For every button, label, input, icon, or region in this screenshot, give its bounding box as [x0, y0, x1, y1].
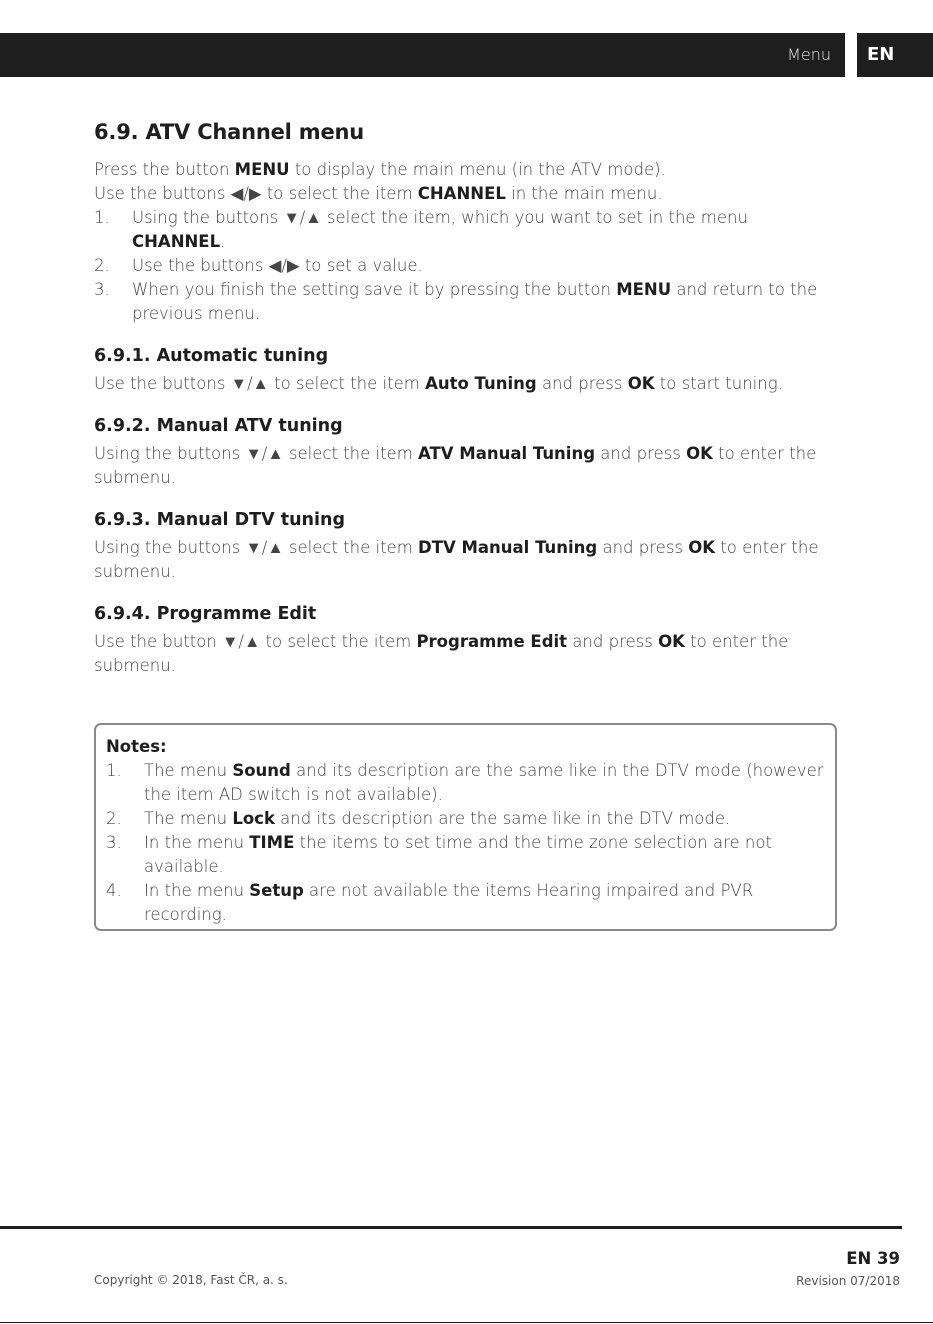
- list-item: 3. In the menu TIME the items to set time and the time zone selection are not available.: [106, 833, 772, 876]
- notes-box: [94, 723, 837, 931]
- list-item: 3. When you finish the setting save it by pressing the button MENU and return to the previous menu.: [94, 280, 818, 323]
- steps-list: [94, 206, 839, 326]
- subsection-title: 6.9.3. Manual DTV tuning: [94, 510, 345, 530]
- list-item: 2. The menu Lock and its description are the same like in the DTV mode.: [106, 809, 731, 828]
- main-content: [94, 120, 839, 678]
- copyright-text: Copyright © 2018, Fast ČR, a. s.: [94, 1273, 288, 1287]
- subsection-text: Use the button ▼/▲ to select the item Programme Edit and press OK to enter the submenu.: [94, 632, 789, 675]
- notes-list: [106, 759, 825, 927]
- page-bottom-rule: [0, 1322, 933, 1323]
- subsection-text: Using the buttons ▼/▲ select the item ATV Manual Tuning and press OK to enter the submenu.: [94, 444, 817, 487]
- subsection-automatic-tuning: [94, 346, 839, 396]
- list-item: 1. The menu Sound and its description are the same like in the DTV mode (however the item AD switch is not available).: [106, 761, 824, 804]
- subsection-title: 6.9.4. Programme Edit: [94, 604, 317, 624]
- footer-divider: [0, 1226, 902, 1229]
- subsection-manual-dtv-tuning: [94, 510, 839, 584]
- subsection-manual-atv-tuning: [94, 416, 839, 490]
- page-number: EN 39: [846, 1249, 900, 1268]
- notes-title: Notes:: [106, 737, 167, 756]
- list-item: 1. Using the buttons ▼/▲ select the item, which you want to set in the menu CHANNEL.: [94, 208, 748, 251]
- subsection-title: 6.9.1. Automatic tuning: [94, 346, 329, 366]
- subsection-text: Using the buttons ▼/▲ select the item DTV Manual Tuning and press OK to enter the submenu.: [94, 538, 819, 581]
- list-item: 2. Use the buttons ◀/▶ to set a value.: [94, 256, 423, 275]
- header-bar: [0, 33, 845, 77]
- list-item: 4. In the menu Setup are not available the items Hearing impaired and PVR recording.: [106, 881, 754, 924]
- intro-line-1: Press the button MENU to display the main menu (in the ATV mode).: [94, 160, 666, 179]
- subsection-programme-edit: [94, 604, 839, 678]
- header-section-label: Menu: [787, 45, 831, 64]
- language-tab: EN: [857, 33, 933, 77]
- subsection-title: 6.9.2. Manual ATV tuning: [94, 416, 343, 436]
- subsection-text: Use the buttons ▼/▲ to select the item Auto Tuning and press OK to start tuning.: [94, 374, 783, 393]
- intro-line-2: Use the buttons ◀/▶ to select the item CHANNEL in the main menu.: [94, 184, 663, 203]
- section-title: 6.9. ATV Channel menu: [94, 120, 365, 144]
- revision-text: Revision 07/2018: [796, 1274, 900, 1288]
